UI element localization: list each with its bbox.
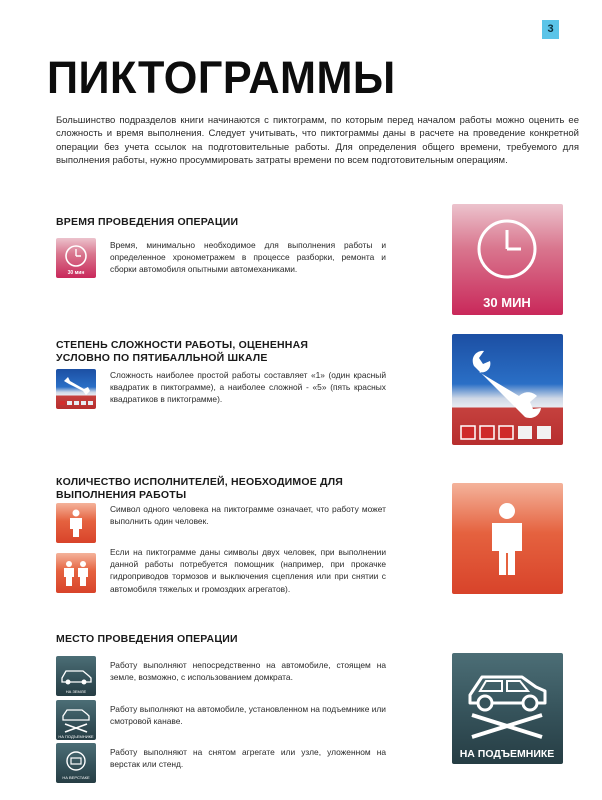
bench-small-label: НА ВЕРСТАКЕ <box>62 775 90 780</box>
one-worker-description: Символ одного человека на пиктограмме означает, что работу может выполнить один человек. <box>110 504 386 527</box>
difficulty-small-pictogram <box>56 369 96 409</box>
person-icon <box>56 503 96 543</box>
bench-description: Работу выполняют на снятом агрегате или узле, уложенном на верстак или стенд. <box>110 747 386 770</box>
location-large-pictogram <box>452 653 563 764</box>
difficulty-description: Сложность наиболее простой работы составляет «1» (один красный квадратик в пиктограмме), а наиболее сложной - «5» (пять красных квадратиков в пиктограмме). <box>110 370 386 405</box>
bench-small-pictogram <box>56 743 96 783</box>
section-title-location: МЕСТО ПРОВЕДЕНИЯ ОПЕРАЦИИ <box>56 633 238 645</box>
ground-small-label: НА ЗЕМЛЕ <box>65 689 87 694</box>
difficulty-square <box>461 426 475 439</box>
wrench-icon <box>56 369 96 409</box>
page-title: ПИКТОГРАММЫ <box>47 52 396 103</box>
difficulty-square <box>74 401 79 405</box>
time-large-label: 30 МИН <box>483 295 531 310</box>
clock-icon <box>452 204 563 315</box>
difficulty-square <box>499 426 513 439</box>
difficulty-square <box>537 426 551 439</box>
one-worker-small-pictogram <box>56 503 96 543</box>
car-on-lift-icon <box>56 700 96 740</box>
section-title-time: ВРЕМЯ ПРОВЕДЕНИЯ ОПЕРАЦИИ <box>56 216 239 228</box>
difficulty-large-pictogram <box>452 334 563 445</box>
section-title-difficulty: СТЕПЕНЬ СЛОЖНОСТИ РАБОТЫ, ОЦЕНЕННАЯ УСЛОВНО ПО ПЯТИБАЛЛЬНОЙ ШКАЛЕ <box>56 339 309 364</box>
difficulty-square <box>60 401 65 405</box>
engine-on-bench-icon <box>56 743 96 783</box>
ground-description: Работу выполняют непосредственно на автомобиле, стоящем на земле, возможно, с использованием домкрата. <box>110 660 386 683</box>
lift-small-pictogram <box>56 700 96 740</box>
page-number: 3 <box>542 20 559 39</box>
car-on-lift-icon <box>452 653 563 764</box>
intro-paragraph: Большинство подразделов книги начинаются с пиктограмм, по которым перед началом работы можно оценить ее сложность и время выполнения. Следует учитывать, что пиктограммы даны в расчете на проведение конкретной операции без учета ссылок на подготовительные работы. Для определения общего времени, требуемого для выполнения работы, нужно просуммировать затраты времени по всем подготовительным операциям. <box>56 115 579 166</box>
time-small-pictogram <box>56 238 96 278</box>
person-icon <box>452 483 563 594</box>
location-large-label: НА ПОДЪЕМНИКЕ <box>459 748 555 760</box>
workers-large-pictogram <box>452 483 563 594</box>
clock-icon <box>56 238 96 278</box>
wrench-icon <box>452 334 563 445</box>
two-workers-small-pictogram <box>56 553 96 593</box>
ground-small-pictogram <box>56 656 96 696</box>
difficulty-square <box>88 401 93 405</box>
car-on-ground-icon <box>56 656 96 696</box>
difficulty-square <box>81 401 86 405</box>
two-persons-icon <box>56 553 96 593</box>
time-small-label: 30 мин <box>67 270 85 276</box>
difficulty-square <box>518 426 532 439</box>
lift-small-label: НА ПОДЪЕМНИКЕ <box>58 734 94 739</box>
difficulty-square <box>67 401 72 405</box>
lift-description: Работу выполняют на автомобиле, установленном на подъемнике или смотровой канаве. <box>110 704 386 727</box>
two-workers-description: Если на пиктограмме даны символы двух человек, при выполнении данной работы потребуется помощник (например, при прокачке гидроприводов тормозов и выключения сцепления или при снятии с автомобиля тяжелых и громоздких агрегатов). <box>110 547 386 594</box>
time-description: Время, минимально необходимое для выполнения работы и определенное хронометражем в процессе разборки, ремонта и сборки автомобиля опытными автомеханиками. <box>110 240 386 275</box>
difficulty-square <box>480 426 494 439</box>
section-title-workers: КОЛИЧЕСТВО ИСПОЛНИТЕЛЕЙ, НЕОБХОДИМОЕ ДЛЯ ВЫПОЛНЕНИЯ РАБОТЫ <box>56 476 344 501</box>
time-large-pictogram <box>452 204 563 315</box>
